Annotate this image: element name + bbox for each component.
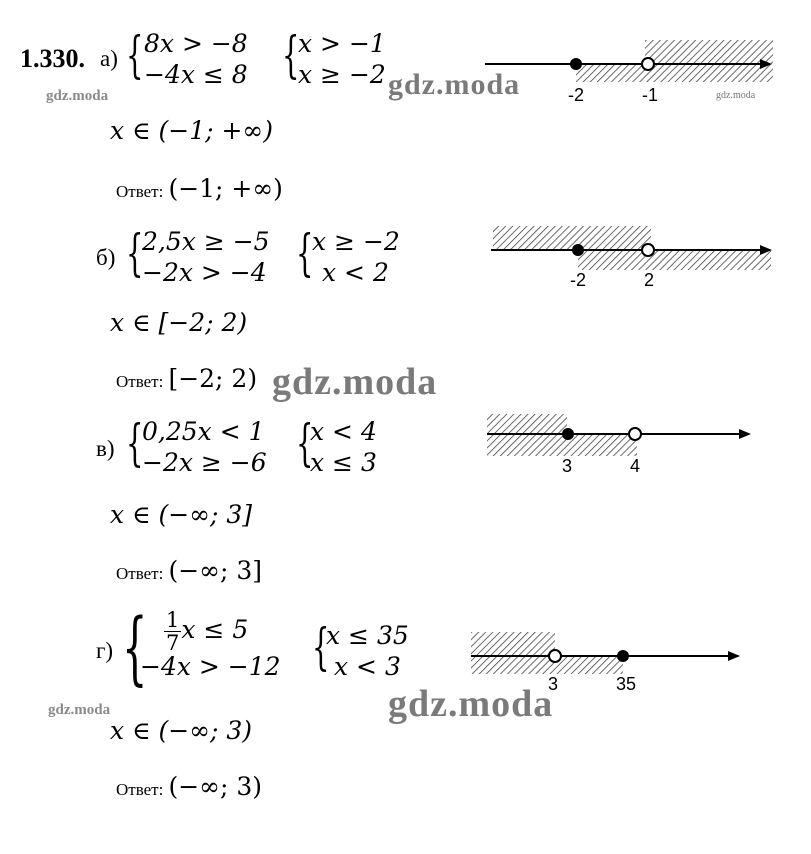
part-d-brace-1: { — [122, 601, 148, 694]
part-c-answer-value: (−∞; 3] — [168, 556, 262, 585]
part-c-answer — [116, 556, 262, 585]
part-d-answer-label: Ответ: — [116, 780, 164, 799]
part-b-answer-label: Ответ: — [116, 372, 164, 391]
part-b-system-1-line-2: −2x > −4 — [142, 258, 267, 287]
number-line-a-hatch-1 — [645, 40, 773, 64]
part-d-system-2-line-1: x ≤ 35 — [326, 621, 409, 650]
part-c-system-1-line-2: −2x ≥ −6 — [142, 448, 267, 477]
number-line-c-hatch-1 — [487, 414, 567, 434]
number-line-d-hatch-1 — [471, 632, 555, 656]
part-a-answer-label: Ответ: — [116, 182, 164, 201]
part-a-system-1-line-1: 8x > −8 — [144, 29, 248, 58]
part-c-brace-2: { — [296, 414, 314, 472]
part-a-brace-1: { — [126, 26, 144, 84]
number-line-a-label-1: -2 — [568, 85, 585, 105]
number-line-c-hatch-2 — [487, 434, 637, 456]
number-line-b-hatch-1 — [493, 226, 651, 250]
number-line-c-label-1: 3 — [562, 456, 573, 476]
part-d-fraction — [164, 609, 181, 654]
number-line-d-point-open — [549, 650, 561, 662]
part-d-system-1-line-1 — [140, 608, 281, 655]
part-b-brace-2: { — [296, 224, 314, 282]
part-a-system-2-line-1: x > −1 — [298, 29, 386, 58]
part-d-label: г) — [96, 638, 114, 663]
part-d-brace-2: { — [312, 618, 330, 676]
part-d-system-1 — [140, 608, 281, 682]
part-d-system-2-line-2: x < 3 — [334, 652, 401, 681]
part-a-system-1 — [144, 28, 248, 90]
part-b-answer-value: [−2; 2) — [168, 364, 258, 393]
part-a-brace-2: { — [282, 26, 300, 84]
part-c-brace-1: { — [126, 414, 144, 472]
number-line-c-label-2: 4 — [630, 456, 641, 476]
part-b-membership: x ∈ [−2; 2) — [110, 308, 248, 337]
part-b-answer — [116, 364, 257, 393]
part-c-system-1 — [142, 416, 267, 478]
part-b-system-1-line-1: 2,5x ≥ −5 — [142, 227, 270, 256]
number-line-c — [484, 408, 754, 480]
part-d-fraction-denominator: 7 — [166, 631, 180, 655]
part-c-label: в) — [96, 436, 115, 461]
part-d-system-1-line-2: −4x > −12 — [140, 652, 281, 681]
number-line-c-point-filled — [562, 428, 574, 440]
part-d-system-2 — [326, 620, 409, 682]
watermark-big-3: gdz.moda — [388, 683, 554, 725]
part-b-brace-1: { — [126, 224, 144, 282]
number-line-b-point-open — [642, 244, 654, 256]
number-line-b — [488, 222, 783, 294]
number-line-d-label-1: 3 — [548, 674, 559, 694]
part-b-system-1 — [142, 226, 270, 288]
part-a-answer-value: (−1; +∞) — [168, 174, 283, 203]
part-c-answer-label: Ответ: — [116, 564, 164, 583]
watermark-big-2: gdz.moda — [272, 361, 438, 403]
part-c-system-2-line-1: x < 4 — [310, 417, 377, 446]
part-a-answer — [116, 174, 283, 203]
number-line-b-hatch-2 — [578, 250, 771, 270]
watermark-small-1: gdz.moda — [46, 88, 109, 104]
number-line-a-label-2: -1 — [642, 85, 659, 105]
part-c-system-2 — [310, 416, 377, 478]
part-d-membership: x ∈ (−∞; 3) — [110, 716, 253, 745]
part-b-label: б) — [96, 245, 116, 270]
watermark-tiny-1: gdz.moda — [716, 90, 756, 101]
part-b-system-2 — [312, 226, 400, 288]
number-line-a-point-open — [642, 58, 654, 70]
watermark-small-2: gdz.moda — [48, 702, 111, 718]
part-a-system-2 — [298, 28, 386, 90]
problem-number: 1.330. — [20, 44, 85, 73]
part-d-answer-value: (−∞; 3) — [168, 772, 262, 801]
part-c-system-2-line-2: x ≤ 3 — [310, 448, 377, 477]
watermark-big-1: gdz.moda — [388, 68, 521, 101]
number-line-a-point-filled — [570, 58, 582, 70]
part-b-system-2-line-1: x ≥ −2 — [312, 227, 400, 256]
number-line-c-point-open — [629, 428, 641, 440]
number-line-b-point-filled — [572, 244, 584, 256]
number-line-b-label-1: -2 — [570, 270, 587, 290]
part-a-system-2-line-2: x ≥ −2 — [298, 60, 386, 89]
part-a-label: а) — [100, 46, 118, 71]
part-a-system-1-line-2: −4x ≤ 8 — [144, 60, 248, 89]
part-d-answer — [116, 772, 262, 801]
number-line-d-hatch-2 — [471, 656, 623, 674]
part-d-system-1-line-1-rest: x ≤ 5 — [181, 615, 249, 644]
part-c-system-1-line-1: 0,25x < 1 — [142, 417, 265, 446]
number-line-d-point-filled — [617, 650, 629, 662]
part-b-system-2-line-2: x < 2 — [322, 258, 389, 287]
part-d-fraction-numerator: 1 — [166, 608, 180, 632]
number-line-a-hatch-2 — [576, 64, 773, 82]
number-line-d-label-2: 35 — [616, 674, 637, 694]
part-c-membership: x ∈ (−∞; 3] — [110, 500, 253, 529]
part-a-membership: x ∈ (−1; +∞) — [110, 116, 274, 145]
number-line-b-label-2: 2 — [644, 270, 655, 290]
